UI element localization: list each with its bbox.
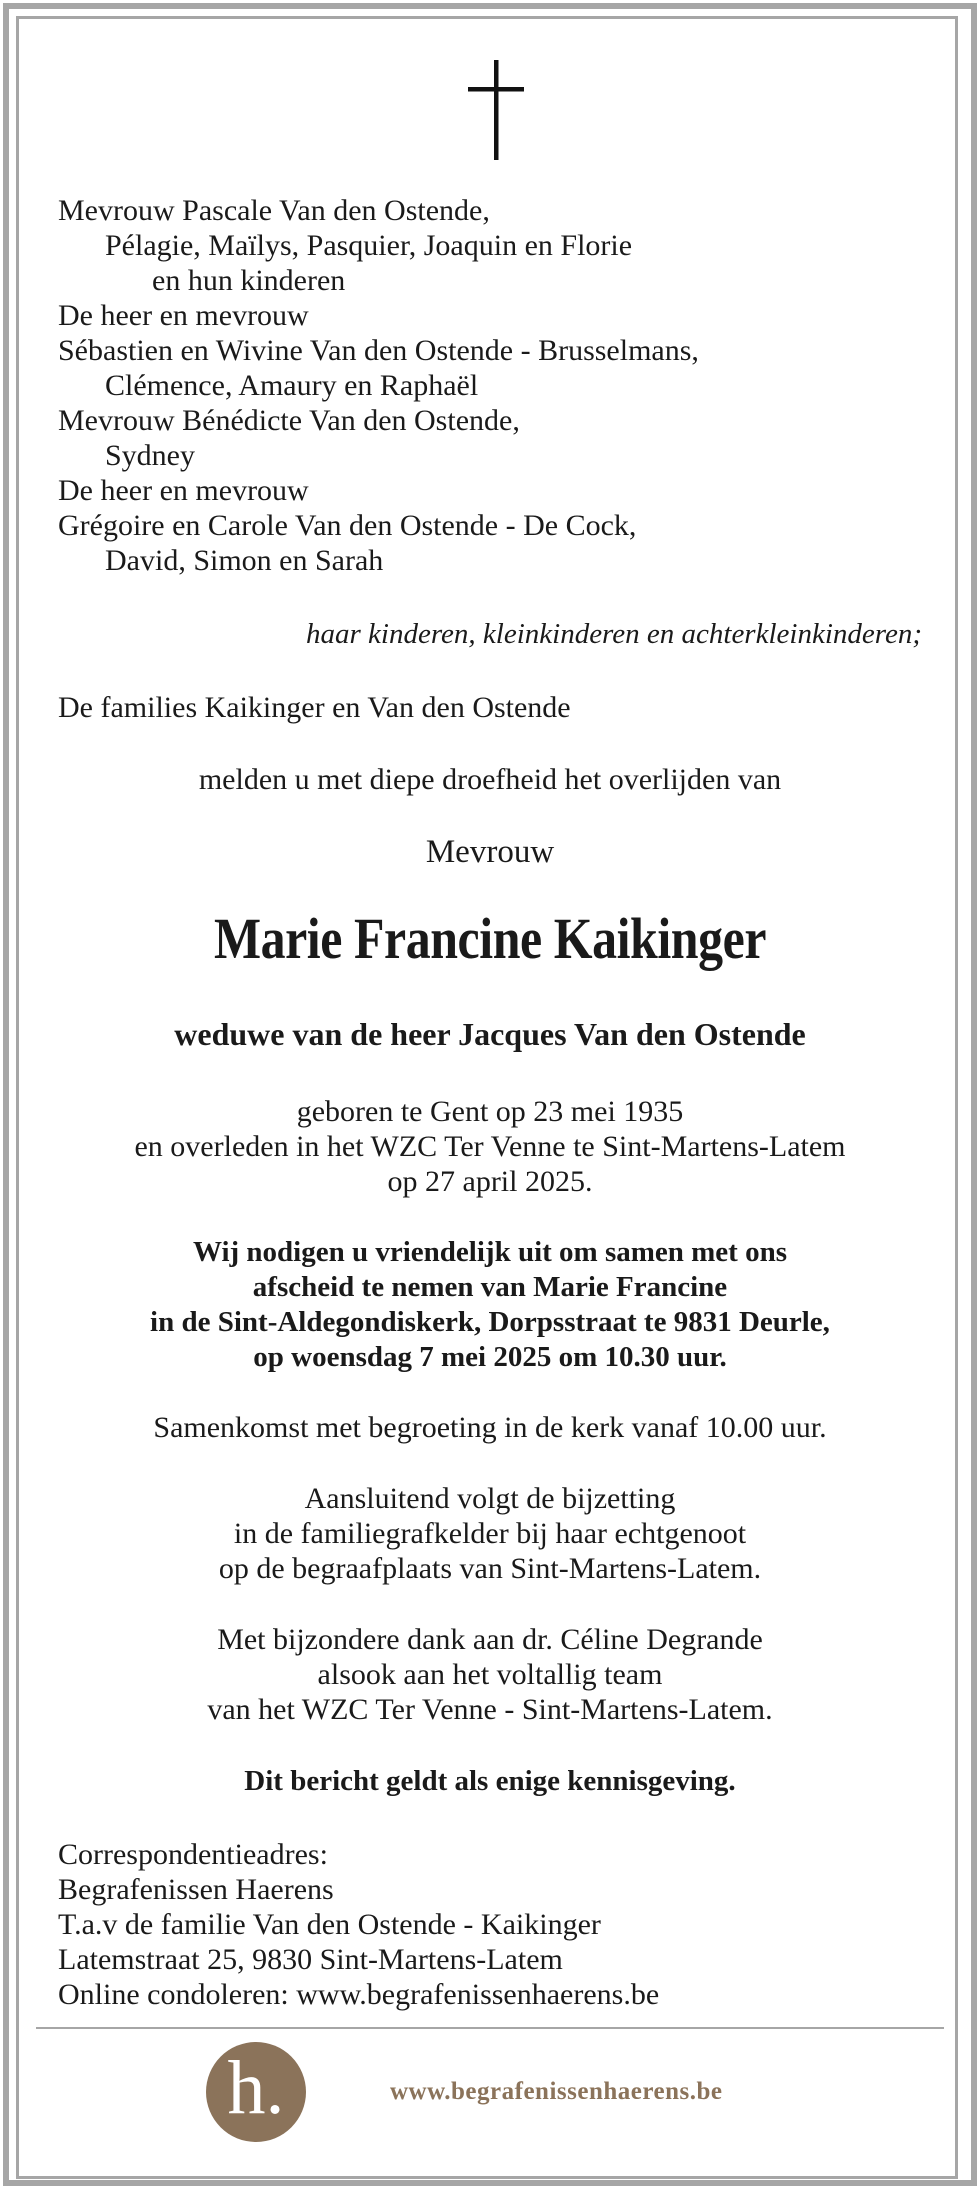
ceremony-line: op woensdag 7 mei 2025 om 10.30 uur. [253, 1341, 727, 1373]
cross-icon [468, 60, 524, 160]
ceremony-line: Wij nodigen u vriendelijk uit om samen met ons [192, 1236, 787, 1268]
family-line: Mevrouw Bénédicte Van den Ostende, [58, 404, 520, 437]
thanks-line: van het WZC Ter Venne - Sint-Martens-Latem. [207, 1693, 773, 1726]
family-line: Sydney [105, 439, 195, 472]
logo-letter: h. [227, 2046, 285, 2130]
family-line: Sébastien en Wivine Van den Ostende - Brusselmans, [58, 334, 699, 367]
relation-line: haar kinderen, kleinkinderen en achterkleinkinderen; [305, 618, 922, 650]
family-line: David, Simon en Sarah [105, 544, 384, 577]
family-line: De heer en mevrouw [58, 474, 309, 507]
footer-divider [36, 2027, 944, 2029]
gathering-line: Samenkomst met begroeting in de kerk vanaf 10.00 uur. [153, 1411, 827, 1444]
funeral-home-logo [206, 2042, 306, 2142]
burial-line: in de familiegrafkelder bij haar echtgenoot [233, 1517, 747, 1550]
correspondence-line: T.a.v de familie Van den Ostende - Kaikinger [58, 1908, 601, 1941]
thanks-line: Met bijzondere dank aan dr. Céline Degrande [217, 1623, 763, 1656]
families-line: De families Kaikinger en Van den Ostende [58, 691, 571, 724]
website-link[interactable]: www.begrafenissenhaerens.be [390, 2078, 723, 2105]
deceased-title: Mevrouw [425, 834, 555, 870]
correspondence-line: Latemstraat 25, 9830 Sint-Martens-Latem [58, 1943, 563, 1976]
family-line: Grégoire en Carole Van den Ostende - De Cock, [58, 509, 637, 542]
ceremony-line: in de Sint-Aldegondiskerk, Dorpsstraat te 9831 Deurle, [150, 1306, 830, 1338]
correspondence-line: Begrafenissen Haerens [58, 1873, 334, 1906]
widow-line: weduwe van de heer Jacques Van den Ostende [174, 1016, 806, 1052]
family-line: Clémence, Amaury en Raphaël [105, 369, 479, 402]
thanks-line: alsook aan het voltallig team [317, 1658, 663, 1691]
announcement-intro: melden u met diepe droefheid het overlijden van [198, 763, 782, 796]
family-line: Mevrouw Pascale Van den Ostende, [58, 194, 490, 227]
death-line: en overleden in het WZC Ter Venne te Sint-Martens-Latem [134, 1130, 846, 1163]
burial-line: op de begraafplaats van Sint-Martens-Latem. [218, 1552, 762, 1585]
birth-line: geboren te Gent op 23 mei 1935 [296, 1095, 684, 1128]
family-line: De heer en mevrouw [58, 299, 309, 332]
family-line: Pélagie, Maïlys, Pasquier, Joaquin en Florie [105, 229, 633, 262]
correspondence-line: Correspondentieadres: [58, 1838, 328, 1871]
family-line: en hun kinderen [152, 264, 346, 297]
deceased-name: Marie Francine Kaikinger [213, 906, 767, 971]
death-date-line: op 27 april 2025. [387, 1165, 593, 1198]
correspondence-line: Online condoleren: www.begrafenissenhaerens.be [58, 1978, 660, 2011]
notice-line: Dit bericht geldt als enige kennisgeving. [244, 1765, 736, 1797]
ceremony-line: afscheid te nemen van Marie Francine [252, 1271, 728, 1303]
burial-line: Aansluitend volgt de bijzetting [304, 1482, 676, 1515]
